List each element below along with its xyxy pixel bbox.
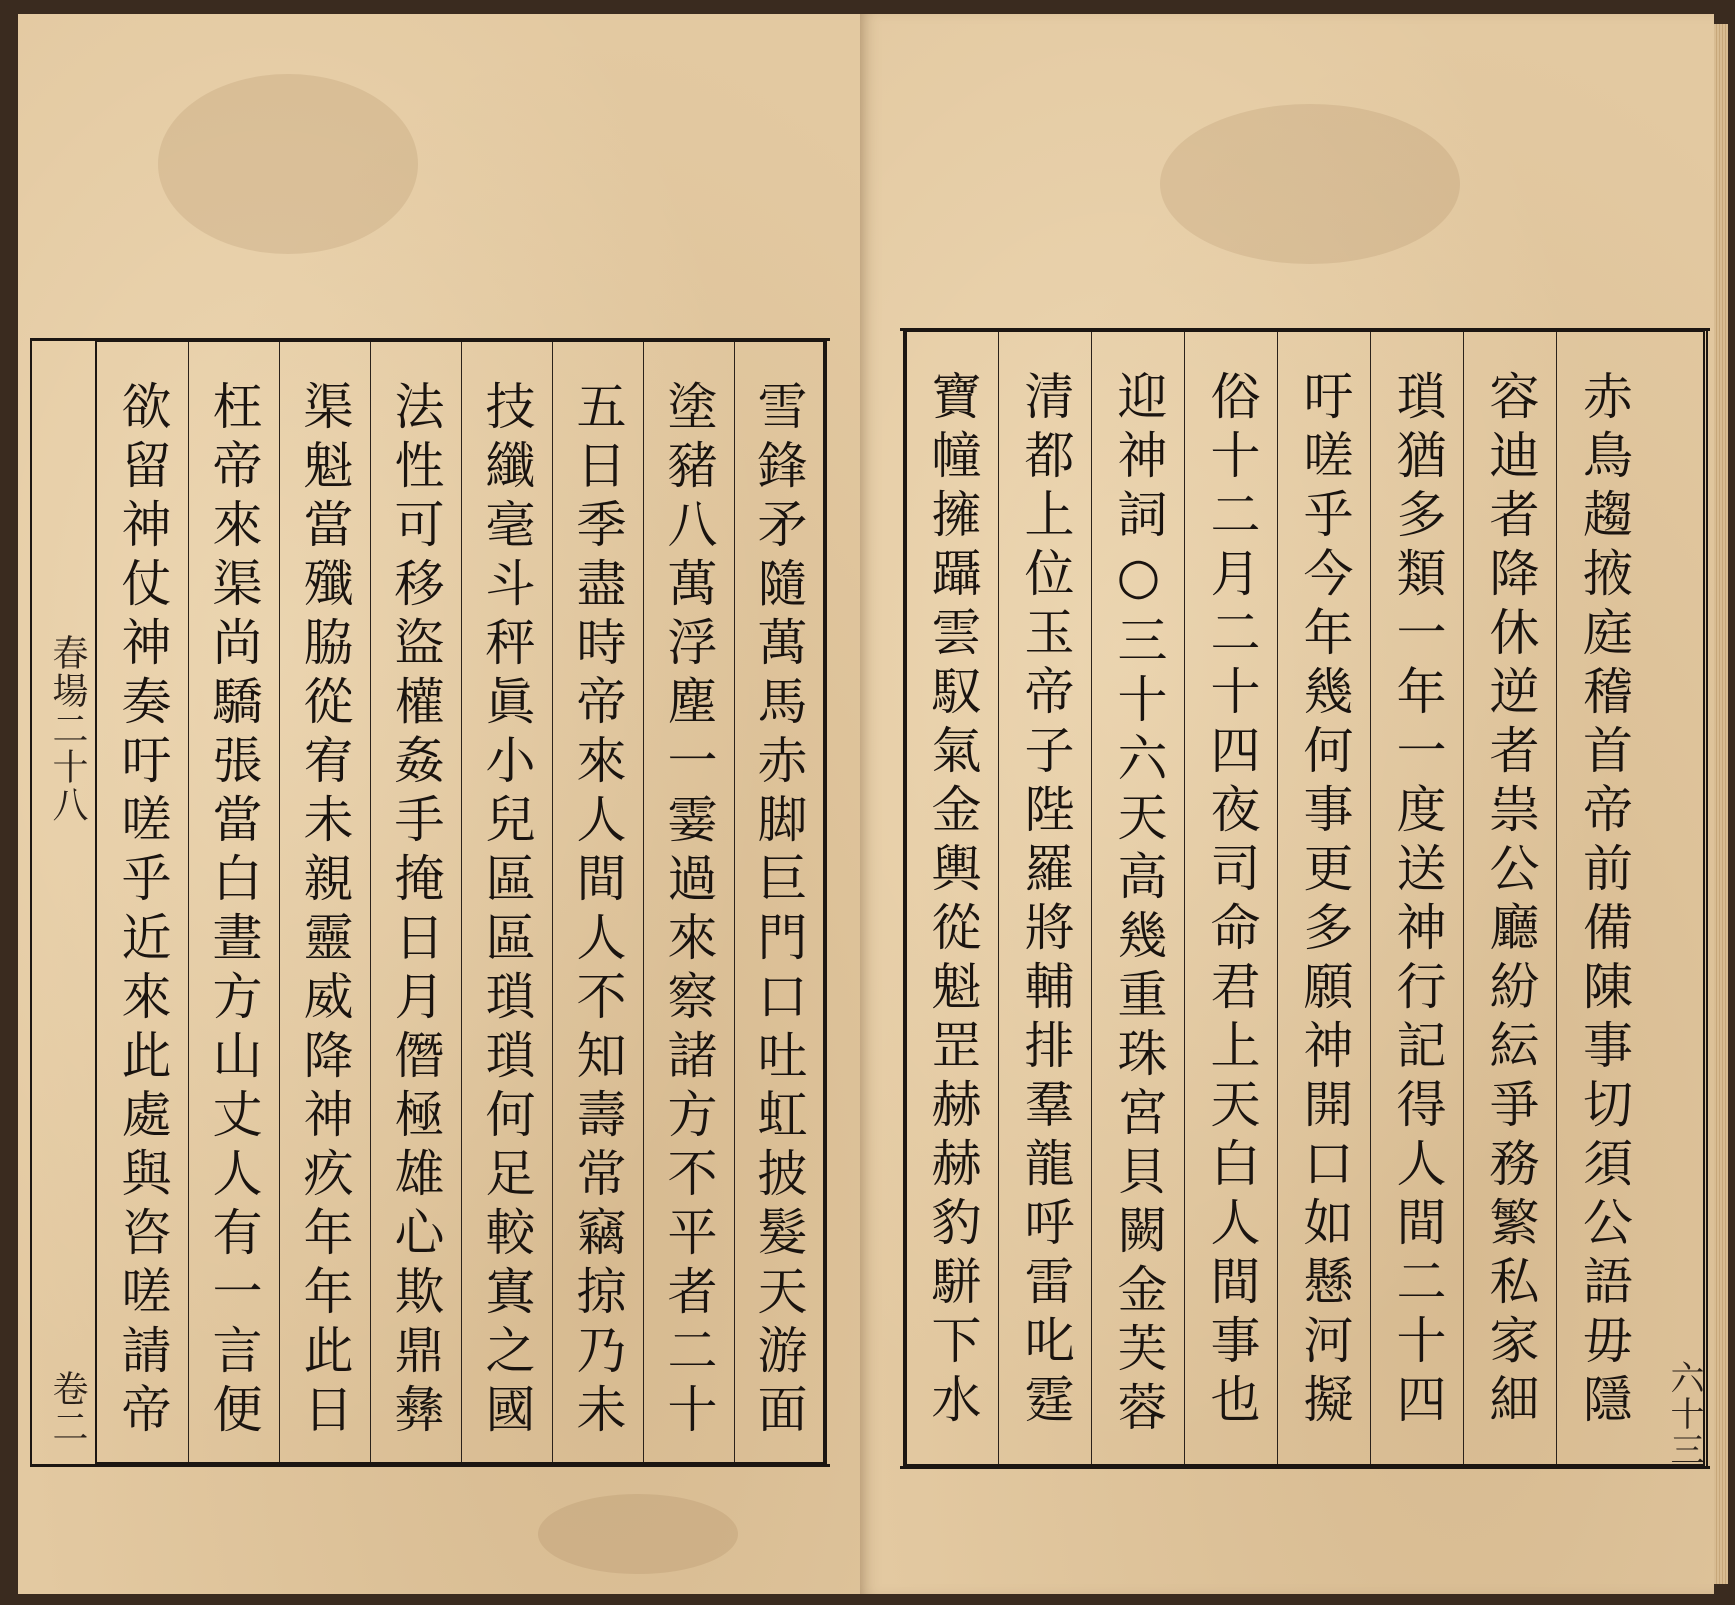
column-text: 法性可移盜權姦手掩日月僭極雄心欺鼎彝 xyxy=(386,380,445,1442)
text-column xyxy=(1279,332,1371,1464)
right-text-frame xyxy=(903,328,1705,1468)
text-column xyxy=(461,342,553,1462)
left-margin-rule xyxy=(30,338,32,1466)
column-text: 塗豬八萬浮塵一霎過來察諸方不平者二十 xyxy=(659,380,718,1442)
text-column xyxy=(643,342,735,1462)
column-text: 雪鋒矛隨萬馬赤脚巨門口吐虹披髮天游面 xyxy=(749,380,808,1442)
text-column xyxy=(552,342,644,1462)
text-column xyxy=(1093,332,1185,1464)
column-text: 清都上位玉帝子陛羅將輔排羣龍呼雷叱霆 xyxy=(1016,370,1075,1432)
column-text: 技纖毫斗秤眞小兒區區瑣瑣何足較寘之國 xyxy=(477,380,536,1442)
text-column xyxy=(907,332,999,1464)
text-column xyxy=(188,342,280,1462)
text-column xyxy=(734,342,823,1462)
column-text: 俗十二月二十四夜司命君上天白人間事也 xyxy=(1202,370,1261,1432)
paper-stain xyxy=(1160,104,1460,264)
column-text: 欲留神仗神奏吁嗟乎近來此處與咨嗟請帝 xyxy=(113,380,172,1442)
left-margin-title: 春場二十八 xyxy=(47,634,88,824)
column-text: 赤鳥趨掖庭稽首帝前備陳事切須公語毋隱 xyxy=(1575,370,1633,1432)
text-column xyxy=(97,342,189,1462)
column-text: 迎神詞○三十六天高幾重珠宮貝闕金芙蓉 xyxy=(1109,370,1168,1440)
text-column xyxy=(1186,332,1278,1464)
column-text: 渠魁當殲脇從宥未親靈威降神疚年年此日 xyxy=(295,380,354,1442)
left-margin-volume: 卷二 xyxy=(47,1370,88,1446)
column-text: 枉帝來渠尚驕張當白晝方山丈人有一言便 xyxy=(204,380,263,1442)
text-column xyxy=(1465,332,1557,1464)
left-text-frame xyxy=(95,338,827,1466)
column-text: 瑣猶多類一年一度送神行記得人間二十四 xyxy=(1388,370,1447,1432)
text-column xyxy=(1372,332,1464,1464)
paper-stain xyxy=(158,74,418,254)
text-column xyxy=(370,342,462,1462)
text-column xyxy=(1558,332,1650,1464)
right-margin-folio: 六十三 xyxy=(1664,1360,1704,1468)
right-margin-rule xyxy=(1706,328,1708,1468)
column-text: 吁嗟乎今年幾何事更多願神開口如懸河擬 xyxy=(1295,370,1354,1432)
column-text: 寶幢擁躡雲馭氣金輿從魁罡赫赫豹駢下水 xyxy=(923,370,982,1432)
column-text: 五日季盡時帝來人間人不知壽常竊掠乃未 xyxy=(568,380,627,1442)
text-column xyxy=(279,342,371,1462)
paper-stain xyxy=(538,1494,738,1574)
text-column xyxy=(1000,332,1092,1464)
column-text: 容迪者降休逆者祟公廳紛紜爭務繁私家細 xyxy=(1481,370,1540,1432)
